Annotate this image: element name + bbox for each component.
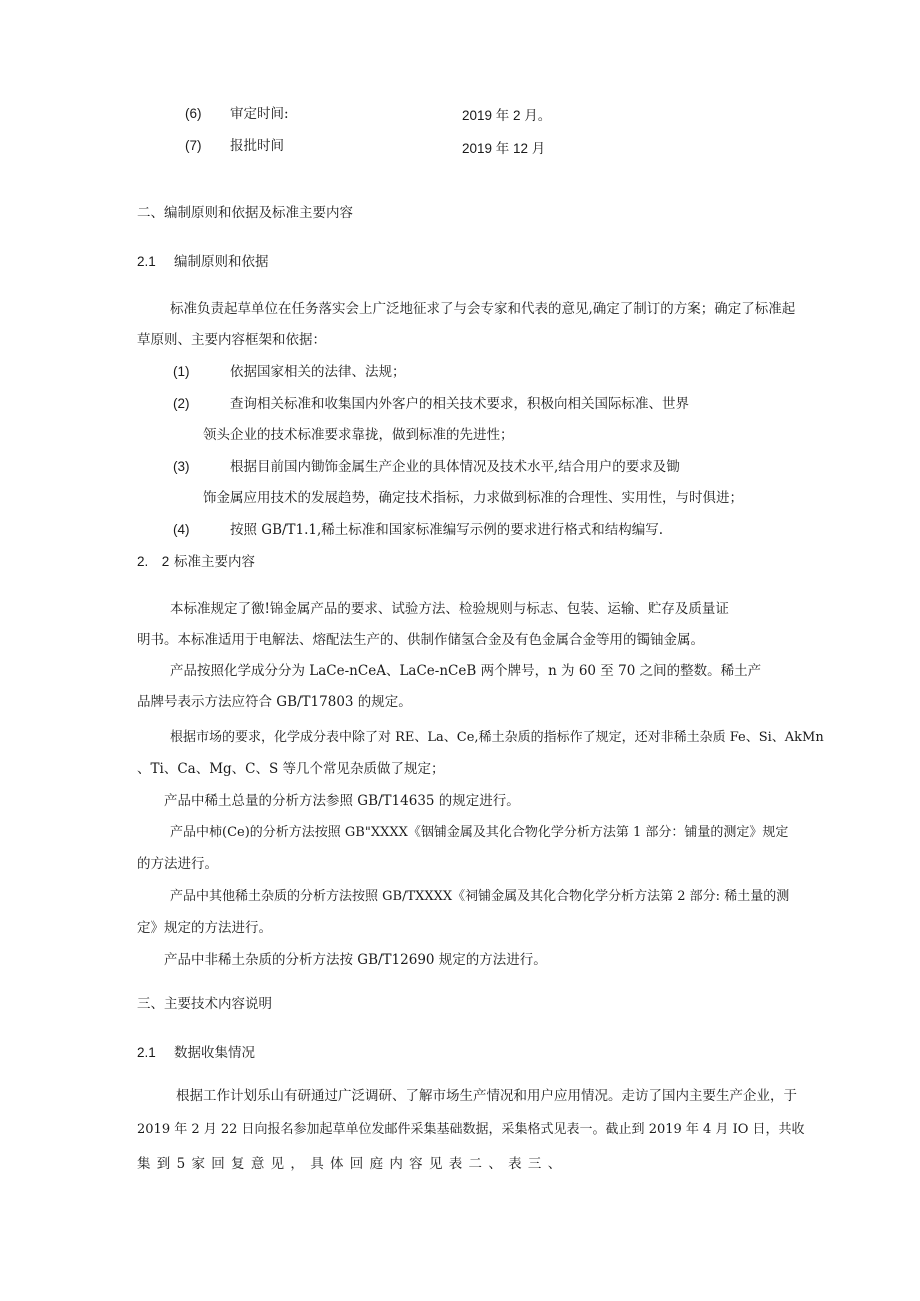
paragraph-line: 产品中其他稀土杂质的分析方法按照 GB/TXXXX《祠铺金属及其化合物化学分析方法第 2 部分: 稀土量的测 [170,889,790,904]
paragraph-line: 标准负责起草单位在任务落实会上广泛地征求了与会专家和代表的意见,确定了制订的方案；确定了标准起 [170,301,796,317]
paragraph-line: 明书。本标准适用于电解法、熔配法生产的、供制作储氢合金及有色金属合金等用的镯铀金属。 [137,632,704,648]
list-text: 根据目前国内锄饰金属生产企业的具体情况及技术水平,结合用户的要求及锄 [230,459,680,475]
paragraph-line: 产品中稀土总量的分析方法参照 GB/T14635 的规定进行。 [164,793,520,809]
item-label: 审定时间: [230,106,289,122]
paragraph-line: 本标准规定了徼!锦金属产品的要求、试验方法、检验规则与标志、包装、运输、贮存及质量证 [170,601,729,617]
paragraph-line: 根据工作计划乐山有研通过广泛调研、了解市场生产情况和用户应用情况。走访了国内主要生产企业，于 [176,1088,797,1104]
paragraph-line: 产品中非稀土杂质的分析方法按 GB/T12690 规定的方法进行。 [164,952,547,968]
list-number: (1) [173,364,190,379]
paragraph-line: 产品中柿(Ce)的分析方法按照 GB"XXXX《铟铺金属及其化合物化学分析方法第 1 部分：铺量的测定》规定 [170,825,789,840]
list-text: 领头企业的技术标准要求靠拢，做到标准的先进性； [203,427,514,443]
paragraph-line: 集 到 5 家 回 复 意 见 ， 具 体 回 庭 内 容 见 表 二 、 表 三 、 [137,1156,563,1172]
subsection-number: 2. 2 [137,554,170,569]
section-heading: 二、编制原则和依据及标准主要内容 [137,205,353,221]
paragraph-line: 根据市场的要求，化学成分表中除了对 RE、La、Ce,稀土杂质的指标作了规定，还对非稀土杂质 Fe、Si、AkMn [170,730,824,745]
paragraph-line: 的方法进行。 [137,856,218,872]
paragraph-line: 产品按照化学成分分为 LaCe-nCeA、LaCe-nCeB 两个牌号，n 为 60 至 70 之间的整数。稀土产 [170,663,762,679]
item-value: 2019 年 2 月。 [462,108,552,123]
paragraph-line: 草原则、主要内容框架和依据： [137,332,326,348]
item-number: (7) [185,138,202,153]
subsection-number: 2.1 [137,254,156,269]
list-text: 饰金属应用技术的发展趋势，确定技术指标，力求做到标准的合理性、实用性，与时俱进； [203,490,743,506]
item-value: 2019 年 12 月 [462,141,546,156]
list-text: 按照 GB/T1.1,稀土标准和国家标准编写示例的要求进行格式和结构编写. [230,522,664,538]
subsection-number: 2.1 [137,1045,156,1060]
paragraph-line: 品牌号表示方法应符合 GB/T17803 的规定。 [137,694,412,710]
paragraph-line: 、Ti、Ca、Mg、C、S 等几个常见杂质做了规定； [137,761,445,777]
paragraph-line: 定》规定的方法进行。 [137,920,272,936]
item-label: 报批时间 [230,138,284,154]
subsection-title: 标准主要内容 [174,554,255,570]
subsection-title: 数据收集情况 [174,1045,255,1061]
paragraph-line: 2019 年 2 月 22 日向报名参加起草单位发邮件采集基础数据，采集格式见表一。截止到 2019 年 4 月 IO 日，共收 [137,1122,805,1137]
item-number: (6) [185,106,202,121]
subsection-title: 编制原则和依据 [174,254,269,270]
list-text: 依据国家相关的法律、法规； [230,364,406,380]
list-number: (3) [173,459,190,474]
list-text: 查询相关标准和收集国内外客户的相关技术要求，积极向相关国际标准、世界 [230,396,689,412]
list-number: (2) [173,396,190,411]
section-heading: 三、主要技术内容说明 [137,996,272,1012]
list-number: (4) [173,522,190,537]
